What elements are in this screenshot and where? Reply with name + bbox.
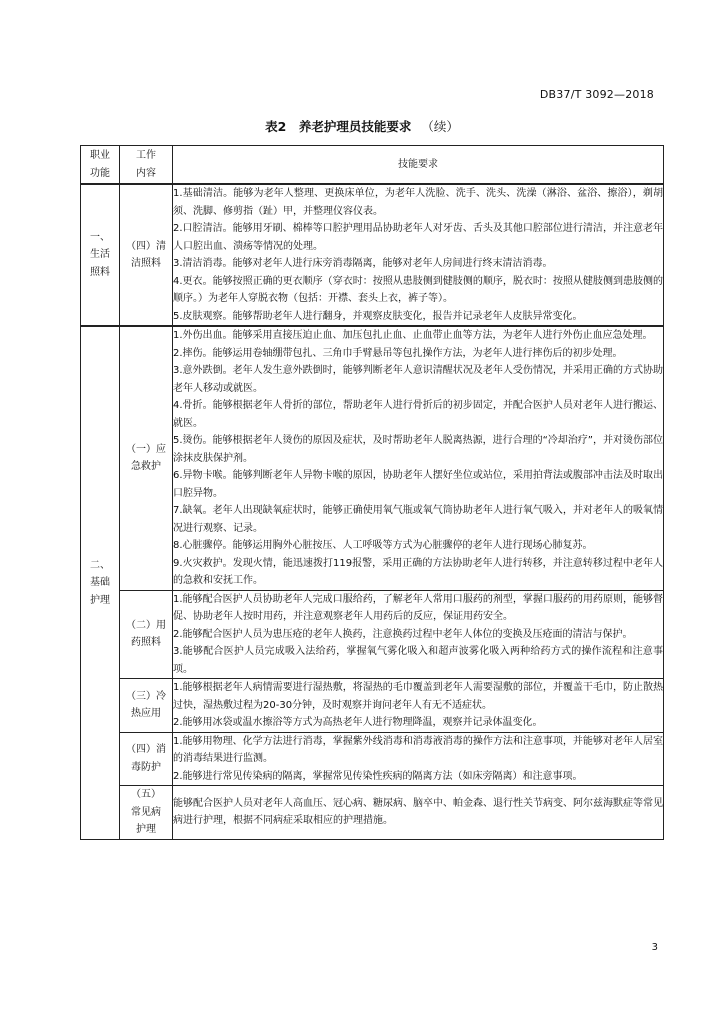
table-row [81, 184, 664, 326]
function-label-line: 二、 [90, 559, 110, 571]
requirement-item: 1.能够根据老年人病情需要进行湿热敷，将湿热的毛巾覆盖到老年人需要湿敷的部位，并覆盖干毛巾，防止散热过快，湿热敷过程为20-30分钟，及时观察并询问老年人有无不适症状。 [173, 682, 663, 711]
table-header-row [81, 146, 664, 185]
work-cell [120, 184, 173, 326]
requirement-item: 4.骨折。能够根据老年人骨折的部位，帮助老年人进行骨折后的初步固定，并配合医护人员对老年人进行搬运、就医。 [173, 400, 663, 429]
requirement-item: 5.皮肤观察。能够帮助老年人进行翻身，并观察皮肤变化，报告并记录老年人皮肤异常变化。 [173, 310, 583, 322]
requirement-item: 2.能够用冰袋或温水擦浴等方式为高热老年人进行物理降温，观察并记录体温变化。 [173, 717, 543, 728]
function-label-line: 照料 [90, 266, 110, 278]
function-cell [81, 184, 120, 326]
table-row [81, 786, 664, 840]
table-row [81, 590, 664, 679]
table-row [81, 732, 664, 786]
function-label-line: 护理 [90, 594, 110, 606]
table-title [0, 117, 724, 135]
column-header-line: 内容 [136, 167, 156, 179]
column-header-line: 工作 [136, 150, 156, 161]
requirement-item: 3.意外跌倒。老年人发生意外跌倒时，能够判断老年人意识清醒状况及老年人受伤情况，并采用正确的方式协助老年人移动或就医。 [173, 365, 663, 394]
column-header-work [120, 146, 173, 185]
work-label-line: 热应用 [131, 708, 161, 720]
work-cell [120, 590, 173, 679]
requirement-item: 7.缺氧。老年人出现缺氧症状时，能够正确使用氧气瓶或氧气筒协助老年人进行氧气吸入，并对老年人的吸氧情况进行观察、记录。 [173, 505, 663, 534]
requirement-item: 9.火灾救护。发现火情，能迅速拨打119报警，采用正确的方法协助老年人进行转移，并注意转移过程中老年人的急救和安抚工作。 [173, 557, 663, 586]
requirement-item: 能够配合医护人员对老年人高血压、冠心病、糖尿病、脑卒中、帕金森、退行性关节病变、阿尔兹海默症等常见病进行护理，根据不同病症采取相应的护理措施。 [173, 797, 663, 827]
work-label-line: （二）用 [126, 619, 166, 631]
work-cell [120, 679, 173, 733]
requirements-cell [173, 786, 664, 840]
work-cell [120, 326, 173, 590]
requirement-item: 2.口腔清洁。能够用牙刷、棉棒等口腔护理用品协助老年人对牙齿、舌头及其他口腔部位进行清洁，并注意老年人口腔出血、溃疡等情况的处理。 [173, 223, 663, 252]
work-label-line: 常见病 [131, 806, 161, 818]
function-cell [81, 326, 120, 839]
requirement-item: 2.能够进行常见传染病的隔离，掌握常见传染性疾病的隔离方法（如床旁隔离）和注意事项。 [173, 770, 583, 782]
requirements-cell [173, 679, 664, 733]
requirement-item: 5.烫伤。能够根据老年人烫伤的原因及症状，及时帮助老年人脱离热源，进行合理的“冷却治疗”，并对烫伤部位涂抹皮肤保护剂。 [173, 435, 663, 464]
work-cell [120, 786, 173, 840]
table-continued-label: （续） [421, 119, 459, 134]
requirements-cell [173, 732, 664, 786]
work-label-line: （一）应 [126, 443, 166, 455]
table-row [81, 679, 664, 733]
work-label-line: 药照料 [131, 637, 161, 649]
requirement-item: 2.摔伤。能够运用卷轴绷带包扎、三角巾手臂悬吊等包扎操作方法，为老年人进行摔伤后的初步处理。 [173, 347, 623, 359]
requirements-cell [173, 184, 664, 326]
work-label-line: （四）清 [126, 240, 166, 252]
requirements-cell [173, 590, 664, 679]
page-number: 3 [651, 942, 658, 953]
work-label-line: 毒防护 [131, 761, 161, 773]
column-header-requirements: 技能要求 [173, 146, 664, 185]
skills-table [80, 145, 664, 840]
work-label-line: 洁照料 [131, 258, 161, 269]
work-label-line: （四）消 [126, 744, 166, 756]
column-header-line: 功能 [90, 167, 110, 179]
work-label-line: （三）冷 [126, 690, 166, 702]
requirement-item: 6.异物卡喉。能够判断老年人异物卡喉的原因，协助老年人摆好坐位或站位，采用拍背法或腹部冲击法及时取出口腔异物。 [173, 470, 663, 499]
work-label-line: （五） [131, 789, 161, 800]
work-label-line: 护理 [136, 824, 156, 835]
standard-code: DB37/T 3092—2018 [539, 88, 654, 101]
requirements-cell [173, 326, 664, 590]
column-header-line: 职业 [90, 150, 110, 161]
work-cell [120, 732, 173, 786]
requirement-item: 2.能够配合医护人员为患压疮的老年人换药，注意换药过程中老年人体位的变换及压疮面的清洁与保护。 [173, 628, 633, 640]
function-label-line: 一、 [90, 231, 110, 243]
table-title-text: 表2 养老护理员技能要求 [265, 119, 412, 134]
work-label-line: 急救护 [131, 461, 161, 473]
requirement-item: 1.外伤出血。能够采用直接压迫止血、加压包扎止血、止血带止血等方法，为老年人进行外伤止血应急处理。 [173, 330, 653, 341]
requirement-item: 1.基础清洁。能够为老年人整理、更换床单位，为老年人洗脸、洗手、洗头、洗澡（淋浴、盆浴、擦浴），剃胡须、洗脚、修剪指（趾）甲，并整理仪容仪表。 [173, 188, 663, 217]
requirement-item: 3.能够配合医护人员完成吸入法给药，掌握氧气雾化吸入和超声波雾化吸入两种给药方式的操作流程和注意事项。 [173, 646, 663, 675]
requirement-item: 3.清洁消毒。能够对老年人进行床旁消毒隔离，能够对老年人房间进行终末清洁消毒。 [173, 258, 553, 269]
requirement-item: 8.心脏骤停。能够运用胸外心脏按压、人工呼吸等方式为心脏骤停的老年人进行现场心肺复苏。 [173, 540, 593, 551]
table-row [81, 326, 664, 590]
requirement-item: 1.能够用物理、化学方法进行消毒，掌握紫外线消毒和消毒液消毒的操作方法和注意事项，并能够对老年人居室的消毒结果进行监测。 [173, 735, 663, 764]
function-label-line: 基础 [90, 577, 110, 588]
function-label-line: 生活 [90, 249, 110, 261]
requirement-item: 4.更衣。能够按照正确的更衣顺序（穿衣时：按照从患肢侧到健肢侧的顺序，脱衣时：按照从健肢侧到患肢侧的顺序。）为老年人穿脱衣物（包括：开襟、套头上衣，裤子等）。 [173, 275, 663, 304]
requirement-item: 1.能够配合医护人员协助老年人完成口服给药，了解老年人常用口服药的剂型，掌握口服药的用药原则，能够督促、协助老年人按时用药，并注意观察老年人用药后的反应，保证用药安全。 [173, 593, 663, 622]
column-header-function [81, 146, 120, 185]
